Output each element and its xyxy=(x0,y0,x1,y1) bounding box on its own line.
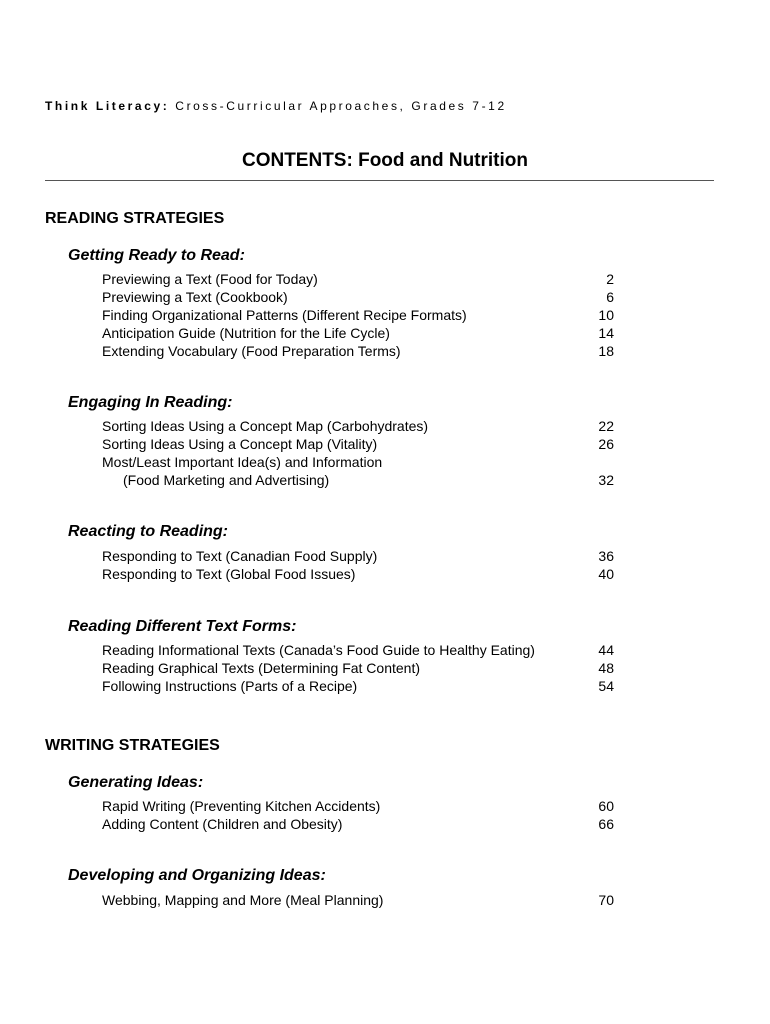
toc-entry-title: Finding Organizational Patterns (Different Recipe Formats) xyxy=(102,307,467,323)
series-subtitle: Cross-Curricular Approaches, Grades 7-12 xyxy=(175,99,507,113)
group-heading-text-forms: Reading Different Text Forms: xyxy=(68,618,297,635)
writing-strategies-heading: WRITING STRATEGIES xyxy=(45,737,220,754)
toc-entry-title: Webbing, Mapping and More (Meal Planning) xyxy=(102,892,384,908)
toc-entry[interactable] xyxy=(102,453,614,471)
toc-entry-page: 36 xyxy=(598,548,614,564)
toc-entry-title: Adding Content (Children and Obesity) xyxy=(102,816,343,832)
toc-entry[interactable] xyxy=(102,342,614,360)
group-heading-developing-ideas: Developing and Organizing Ideas: xyxy=(68,867,326,884)
toc-entry[interactable] xyxy=(102,641,614,659)
toc-entry[interactable] xyxy=(102,306,614,324)
toc-entry[interactable] xyxy=(102,797,614,815)
toc-entry-title: Sorting Ideas Using a Concept Map (Carbohydrates) xyxy=(102,418,429,434)
toc-entry-page: 66 xyxy=(598,816,614,832)
toc-entry-page: 32 xyxy=(598,472,614,488)
group-heading-reacting: Reacting to Reading: xyxy=(68,523,229,540)
toc-entry-title: (Food Marketing and Advertising) xyxy=(123,472,330,488)
toc-entry-page: 48 xyxy=(598,660,614,676)
toc-entry-title: Most/Least Important Idea(s) and Information xyxy=(102,454,383,470)
toc-entry-page: 10 xyxy=(598,307,614,323)
toc-entry[interactable] xyxy=(102,288,614,306)
toc-entry-page: 14 xyxy=(598,325,614,341)
toc-entry[interactable] xyxy=(102,659,614,677)
toc-entry-page: 44 xyxy=(598,642,614,658)
toc-entry-page: 70 xyxy=(598,892,614,908)
toc-entry-title: Responding to Text (Canadian Food Supply) xyxy=(102,548,378,564)
toc-entry-page: 54 xyxy=(598,678,614,694)
toc-entry-title: Reading Graphical Texts (Determining Fat Content) xyxy=(102,660,421,676)
toc-entry-page: 18 xyxy=(598,343,614,359)
toc-entry-title: Rapid Writing (Preventing Kitchen Accidents) xyxy=(102,798,381,814)
toc-entry[interactable] xyxy=(102,435,614,453)
page-title: CONTENTS: Food and Nutrition xyxy=(241,150,528,171)
toc-entry-page: 60 xyxy=(598,798,614,814)
toc-entry-title: Responding to Text (Global Food Issues) xyxy=(102,566,356,582)
toc-entry-title: Anticipation Guide (Nutrition for the Life Cycle) xyxy=(102,325,390,341)
group-heading-generating-ideas: Generating Ideas: xyxy=(68,774,204,791)
running-header xyxy=(45,99,507,113)
series-name: Think Literacy: xyxy=(45,99,170,113)
toc-entry[interactable] xyxy=(102,815,614,833)
toc-entry[interactable] xyxy=(102,677,614,695)
toc-entry-title: Previewing a Text (Food for Today) xyxy=(102,271,318,287)
toc-entry-page: 26 xyxy=(598,436,614,452)
toc-entry-title: Reading Informational Texts (Canada’s Food Guide to Healthy Eating) xyxy=(102,642,535,658)
toc-entry-continuation[interactable] xyxy=(102,471,614,489)
toc-entry-title: Following Instructions (Parts of a Recipe) xyxy=(102,678,358,694)
toc-entry-page: 22 xyxy=(598,418,614,434)
group-heading-getting-ready: Getting Ready to Read: xyxy=(68,247,245,264)
toc-entry[interactable] xyxy=(102,324,614,342)
group-heading-engaging: Engaging In Reading: xyxy=(68,394,233,411)
toc-entry[interactable] xyxy=(102,565,614,583)
toc-entry-title: Sorting Ideas Using a Concept Map (Vitality) xyxy=(102,436,378,452)
toc-entry-title: Extending Vocabulary (Food Preparation Terms) xyxy=(102,343,401,359)
toc-entry-title: Previewing a Text (Cookbook) xyxy=(102,289,288,305)
toc-entry-page: 2 xyxy=(606,271,614,287)
toc-entry-page: 6 xyxy=(606,289,614,305)
toc-entry-page: 40 xyxy=(598,566,614,582)
toc-entry[interactable] xyxy=(102,547,614,565)
title-divider xyxy=(45,180,714,181)
toc-entry[interactable] xyxy=(102,891,614,909)
reading-strategies-heading: READING STRATEGIES xyxy=(45,210,225,227)
toc-entry[interactable] xyxy=(102,417,614,435)
toc-entry[interactable] xyxy=(102,270,614,288)
